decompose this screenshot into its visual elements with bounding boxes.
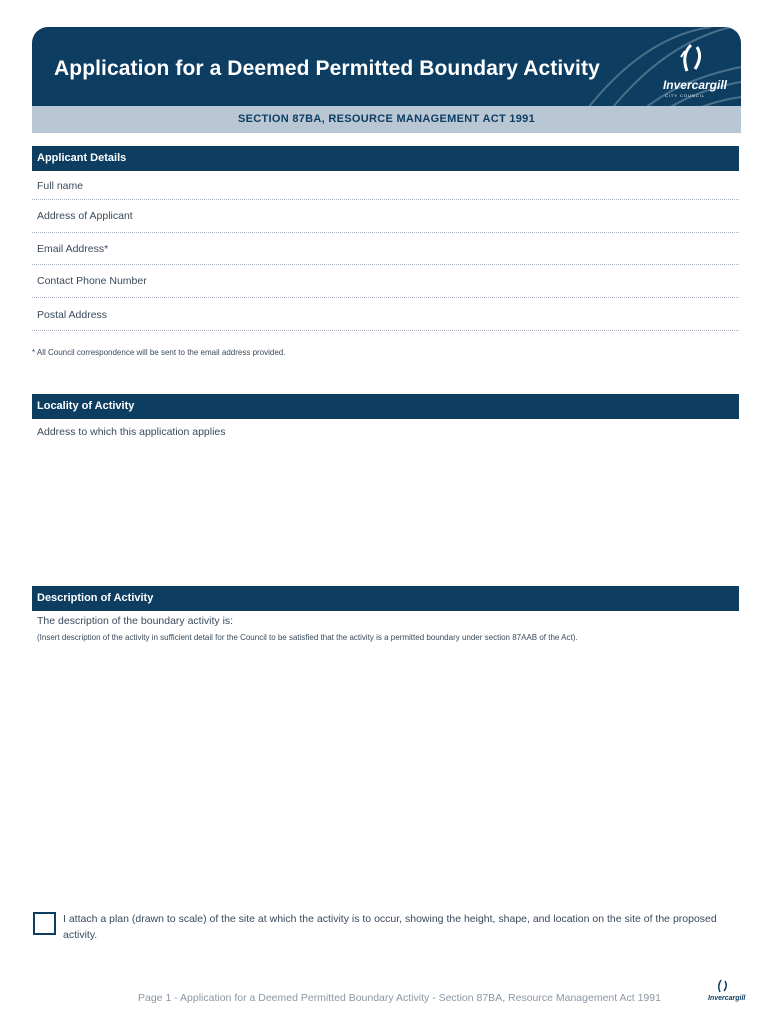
logo-text: Invercargill bbox=[662, 78, 727, 92]
applicant-address-label: Address of Applicant bbox=[37, 210, 133, 222]
footer-logo-icon bbox=[707, 978, 746, 1008]
full-name-field[interactable] bbox=[32, 172, 739, 200]
description-hint: (Insert description of the activity in sufficient detail for the Council to be satisfied that the activity is a permitted boundary under section 87AAB of the Act). bbox=[37, 633, 578, 642]
page-footer: Page 1 - Application for a Deemed Permitted Boundary Activity - Section 87BA, Resource Management Act 1991 bbox=[138, 992, 661, 1004]
email-note: * All Council correspondence will be sent to the email address provided. bbox=[32, 348, 286, 357]
email-label: Email Address* bbox=[37, 243, 109, 255]
section-description: Description of Activity bbox=[32, 586, 739, 611]
applicant-address-field[interactable] bbox=[32, 200, 739, 233]
footer-logo-text: Invercargill bbox=[708, 995, 746, 1002]
description-input-area[interactable] bbox=[32, 648, 739, 898]
page-title: Application for a Deemed Permitted Boundary Activity bbox=[54, 57, 600, 80]
page-header bbox=[32, 27, 741, 106]
phone-field[interactable] bbox=[32, 265, 739, 298]
description-label: The description of the boundary activity is: bbox=[37, 615, 234, 627]
logo-subtext: CITY COUNCIL bbox=[664, 93, 705, 98]
phone-label: Contact Phone Number bbox=[37, 275, 147, 287]
act-subtitle: SECTION 87BA, RESOURCE MANAGEMENT ACT 1991 bbox=[32, 106, 741, 133]
full-name-label: Full name bbox=[37, 180, 84, 192]
postal-address-field[interactable] bbox=[32, 298, 739, 331]
attach-plan-label: I attach a plan (drawn to scale) of the site at which the activity is to occur, showing the height, shape, and location on the site of the proposed activity. bbox=[63, 913, 717, 941]
locality-label: Address to which this application applies bbox=[37, 426, 226, 438]
locality-input-area[interactable] bbox=[32, 442, 739, 582]
postal-address-label: Postal Address bbox=[37, 309, 108, 321]
section-locality: Locality of Activity bbox=[32, 394, 739, 419]
attach-plan-checkbox[interactable] bbox=[33, 912, 56, 935]
invercargill-logo-icon bbox=[651, 41, 727, 101]
section-applicant-details: Applicant Details bbox=[32, 146, 739, 171]
email-field[interactable] bbox=[32, 233, 739, 265]
